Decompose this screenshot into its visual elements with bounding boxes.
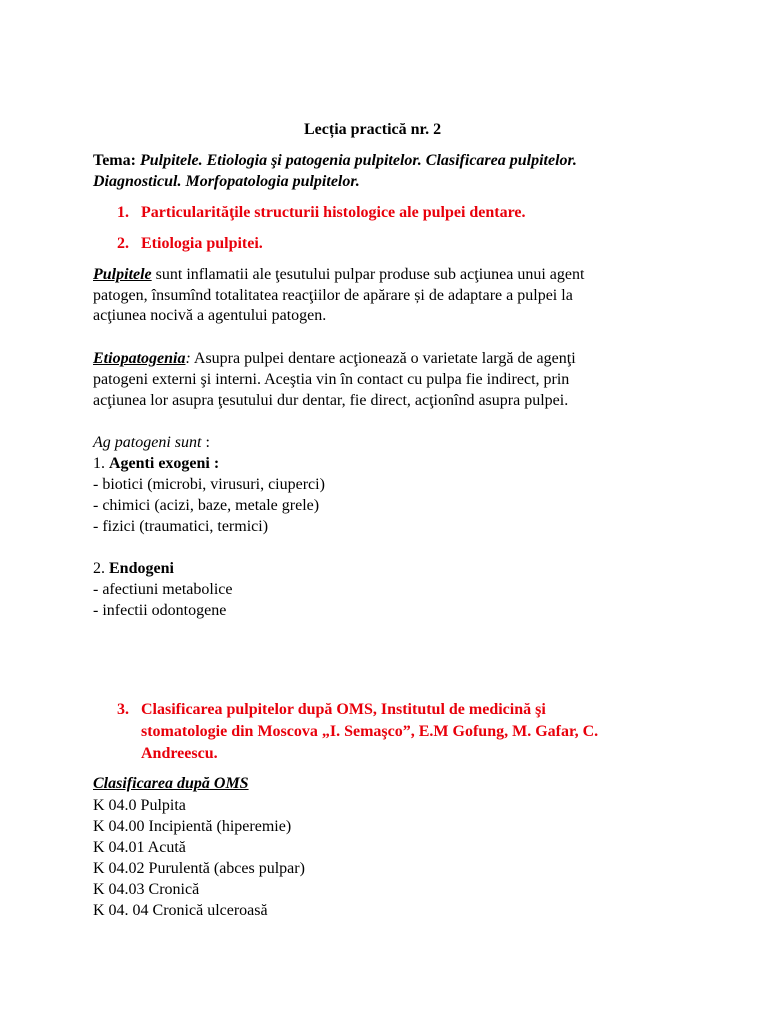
definition-line-2: patogen, însumînd totalitatea reacţiilor de apărare și de adaptare a pulpei la bbox=[93, 287, 573, 304]
oms-code: K 04.03 Cronică bbox=[93, 881, 200, 898]
numbered-item-2-num: 2. bbox=[117, 235, 129, 252]
definition-text-1: sunt inflamatii ale ţesutului pulpar produse sub acţiunea unui agent bbox=[151, 266, 585, 283]
numbered-item-1-text: Particularităţile structurii histologice ale pulpei dentare. bbox=[141, 204, 526, 221]
numbered-item-1-num: 1. bbox=[117, 204, 129, 221]
tema-line-1 bbox=[93, 151, 577, 171]
etiopatogenia-line-1 bbox=[93, 349, 576, 369]
endogenous-item: - afectiuni metabolice bbox=[93, 581, 233, 598]
oms-code: K 04.02 Purulentă (abces pulpar) bbox=[93, 860, 305, 877]
tema-line-2: Diagnosticul. Morfopatologia pulpitelor. bbox=[93, 173, 360, 190]
exogenous-num: 1. bbox=[93, 455, 109, 472]
tema-text-1: Pulpitele. Etiologia şi patogenia pulpitelor. Clasificarea pulpitelor. bbox=[139, 152, 577, 169]
etiopatogenia-line-2: patogeni externi şi interni. Aceştia vin în contact cu pulpa fie indirect, prin bbox=[93, 371, 570, 388]
oms-heading: Clasificarea după OMS bbox=[93, 775, 249, 792]
endogenous-label: Endogeni bbox=[109, 560, 174, 577]
oms-code: K 04.0 Pulpita bbox=[93, 797, 186, 814]
numbered-item-3-text-2: stomatologie din Moscova „I. Semaşco”, E.M Gofung, M. Gafar, C. bbox=[141, 723, 599, 740]
etiopatogenia-colon: : bbox=[185, 350, 191, 367]
numbered-item-3-text-1: Clasificarea pulpitelor după OMS, Institutul de medicină şi bbox=[141, 701, 546, 718]
numbered-item-3-num: 3. bbox=[117, 701, 129, 718]
exogenous-item: - fizici (traumatici, termici) bbox=[93, 518, 269, 535]
etiopatogenia-line-3: acţiunea lor asupra ţesutului dur dentar, fie direct, acţionînd asupra pulpei. bbox=[93, 392, 569, 409]
oms-code: K 04. 04 Cronică ulceroasă bbox=[93, 902, 268, 919]
exogenous-heading bbox=[93, 454, 219, 474]
endogenous-num: 2. bbox=[93, 560, 109, 577]
etiopatogenia-text-1: Asupra pulpei dentare acţionează o varietate largă de agenţi bbox=[190, 350, 576, 367]
oms-code: K 04.00 Incipientă (hiperemie) bbox=[93, 818, 292, 835]
endogenous-item: - infectii odontogene bbox=[93, 602, 227, 619]
definition-line-1 bbox=[93, 265, 584, 285]
numbered-item-3-text-3: Andreescu. bbox=[141, 745, 218, 762]
exogenous-item: - chimici (acizi, baze, metale grele) bbox=[93, 497, 320, 514]
tema-label: Tema: bbox=[93, 152, 136, 169]
oms-code: K 04.01 Acută bbox=[93, 839, 186, 856]
numbered-item-2-text: Etiologia pulpitei. bbox=[141, 235, 263, 252]
etiopatogenia-term: Etiopatogenia bbox=[93, 350, 186, 367]
agents-intro bbox=[93, 433, 210, 453]
definition-line-3: acţiunea nocivă a agentului patogen. bbox=[93, 307, 327, 324]
exogenous-item: - biotici (microbi, virusuri, ciuperci) bbox=[93, 476, 325, 493]
agents-intro-colon: : bbox=[201, 434, 210, 451]
exogenous-label: Agenti exogeni : bbox=[109, 455, 220, 472]
definition-term: Pulpitele bbox=[93, 266, 152, 283]
agents-intro-text: Ag patogeni sunt bbox=[93, 434, 202, 451]
page-title: Lecția practică nr. 2 bbox=[304, 121, 442, 138]
endogenous-heading bbox=[93, 559, 174, 579]
